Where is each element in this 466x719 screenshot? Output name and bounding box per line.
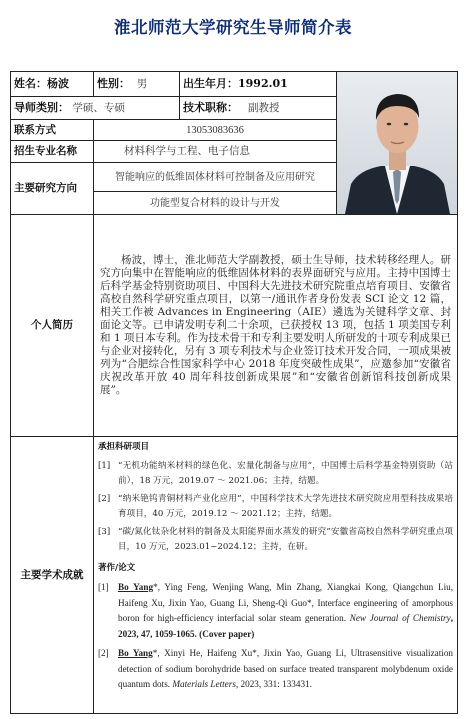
photo-cell <box>337 72 458 215</box>
contact-value: 13053083636 <box>94 120 337 141</box>
birth-value: 1992.01 <box>238 77 288 90</box>
birth-label: 出生年月： <box>183 77 238 90</box>
name-label: 姓名： <box>14 77 47 90</box>
bio-paragraph: 杨波，博士，淮北师范大学副教授，硕士生导师，技术转移经理人。研究方向集中在智能响应的低维固体材料的表界面研究与应用。主持中国博士后科学基金特别资助项目、中国科大先进技术研究院重点培育项目、安徽省高校自然科学研究重点项目，以第一/通讯作者身份发表 SCI 论文 12 篇，相关工作被 Advances in Engineering（AIE）遴选为关键科学文章、封面论文等。已申请发明专利二十余项，已获授权 13 项，包括 1 项美国专利和 1 项日本专利。作为技术骨干和专利主要发明人所研发的十项专利成果已与企业对接转化，另有 3 项专利技术与企业签订技术开发合同，一项成果被列为“合肥综合性国家科学中心 2018 年度突破性成果”，应邀参加“安徽省庆祝改革开放 40 周年科技创新成果展”和“安徽省创新馆科技创新成果展”。 <box>100 254 452 396</box>
name-cell <box>11 72 94 97</box>
project-num: [3] <box>98 527 111 537</box>
pub-author: Bo Yang <box>118 582 154 592</box>
name-value: 杨波 <box>47 77 69 90</box>
pub-item <box>98 646 453 693</box>
page-title: 淮北师范大学研究生导师简介表 <box>114 18 352 37</box>
pub-num: [1] <box>98 582 109 592</box>
birth-cell <box>180 72 337 97</box>
gender-value: 男 <box>136 78 148 90</box>
direction-item-2: 功能型复合材料的设计与开发 <box>94 192 337 215</box>
project-item <box>98 525 453 554</box>
rank-cell <box>180 97 337 120</box>
pub-tail: , 2023, 331: 133431. <box>235 679 312 689</box>
category-cell <box>11 97 180 120</box>
gender-label: 性别： <box>97 77 130 90</box>
direction-item-1: 智能响应的低维固体材料可控制备及应用研究 <box>94 163 337 192</box>
bio-label: 个人简历 <box>11 215 94 437</box>
pub-text <box>118 580 453 642</box>
project-text: “碳/氮化钛杂化材料的制备及太阳能界面水蒸发的研究”安徽省高校自然科学研究重点项目，10 万元，2023.01~2024.12；主持，在研。 <box>118 527 454 552</box>
major-label: 招生专业名称 <box>11 141 94 163</box>
pub-journal: New Journal of Chemistry <box>349 613 451 623</box>
project-num: [2] <box>98 494 111 504</box>
achievements-label: 主要学术成就 <box>11 437 94 714</box>
pub-rest: *, Xinyi He, Haifeng Xu*, Jixin Yao, Guang Li, Ultrasensitive visualization detection of sodium borohydride based on surface treated transparent molybdenum oxide quantum dots. <box>118 648 454 689</box>
contact-label: 联系方式 <box>11 120 94 141</box>
category-label: 导师类别： <box>14 101 69 114</box>
pub-rest: *, Ying Feng, Wenjing Wang, Min Zhang, Xiangkai Kong, Qiangchun Liu, Haifeng Xu, Jixin Yao, Guang Li, Sheng-Qi Guo*, Interface engineering of amorphous boron for high-efficiency interfacial solar steam generation. <box>118 582 454 623</box>
pub-journal: Materials Letters <box>172 679 236 689</box>
category-value: 学硕、专硕 <box>72 102 125 114</box>
pub-author: Bo Yang <box>118 648 153 658</box>
pub-num: [2] <box>98 648 109 658</box>
project-num: [1] <box>98 461 111 471</box>
pubs-heading: 著作/论文 <box>98 563 136 573</box>
portrait-photo <box>337 72 457 214</box>
direction-label: 主要研究方向 <box>11 163 94 215</box>
rank-value: 副教授 <box>248 102 280 114</box>
profile-table <box>10 71 458 714</box>
portrait-image <box>337 72 457 214</box>
pub-item <box>98 580 453 642</box>
project-text: “纳米铯钨青铜材料产业化应用”，中国科学技术大学先进技术研究院应用型科技成果培育项目，40 万元，2019.12 ～ 2021.12；主持，结题。 <box>118 494 454 519</box>
bio-text <box>94 215 458 437</box>
achievements-content <box>94 437 458 714</box>
project-text: “无机功能纳米材料的绿色化、宏量化制备与应用”，中国博士后科学基金特别资助（站前），18 万元，2019.07 ～ 2021.06；主持，结题。 <box>118 461 454 486</box>
projects-heading: 承担科研项目 <box>98 442 150 452</box>
rank-label: 技术职称： <box>183 101 238 114</box>
pub-tail: , 2023, 47, 1059-1065. (Cover paper) <box>118 613 453 639</box>
project-item <box>98 492 453 521</box>
pub-text <box>118 646 453 693</box>
major-value: 材料科学与工程、电子信息 <box>94 141 337 163</box>
gender-cell <box>94 72 180 97</box>
project-item <box>98 459 453 488</box>
